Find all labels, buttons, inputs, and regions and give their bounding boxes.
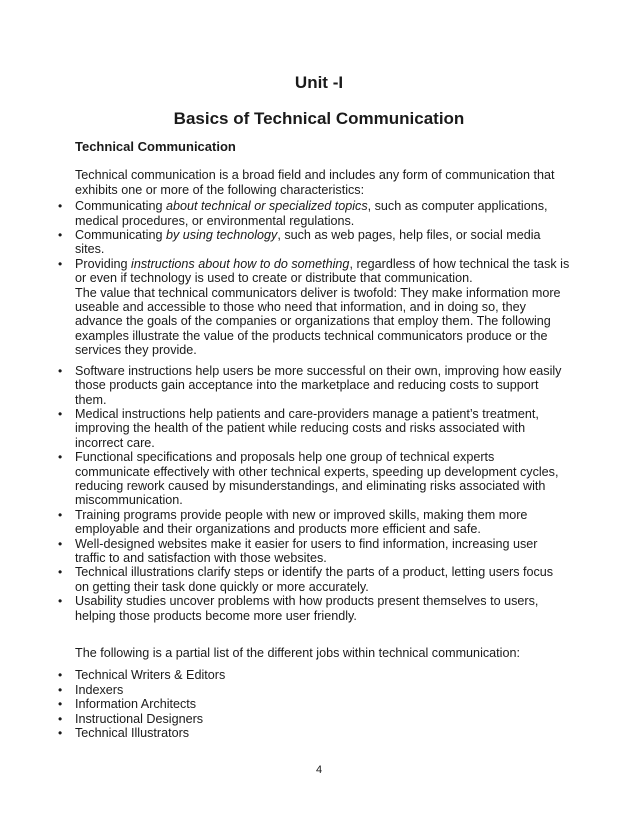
- section-heading: Technical Communication: [75, 139, 236, 154]
- list-item-text: Providing: [75, 256, 132, 271]
- page-title: Basics of Technical Communication: [173, 109, 465, 128]
- list-item: • Well-designed websites make it easier for users to find information, increasing user traffic to and satisfaction with those websites.: [75, 537, 570, 566]
- list-item: • Software instructions help users be more successful on their own, improving how easily those products gain acceptance into the marketplace and reducing costs to support them.: [75, 364, 570, 407]
- list-item: • Medical instructions help patients and care-providers manage a patient’s treatment, improving the health of the patient while reducing costs and risks associated with incorrect care.: [75, 407, 570, 450]
- list-item: • Technical illustrations clarify steps or identify the parts of a product, letting users focus on getting their task done quickly or more accurately.: [75, 565, 570, 594]
- list-item: • Instructional Designers: [75, 712, 570, 726]
- page-number: 4: [315, 764, 323, 776]
- document-body: [75, 140, 570, 740]
- jobs-intro: The following is a partial list of the different jobs within technical communication:: [75, 646, 520, 660]
- list-item: • Training programs provide people with new or improved skills, making them more employable and their organizations and products more efficient and safe.: [75, 508, 570, 537]
- jobs-list: [75, 668, 570, 740]
- list-item-text: Communicating: [75, 199, 166, 214]
- list-item: [75, 257, 570, 358]
- list-item: • Technical Writers & Editors: [75, 668, 570, 682]
- list-item-text: , regardless of how technical the task is or even if technology is used to create or distribute that communication.: [75, 256, 570, 286]
- value-paragraph: The value that technical communicators deliver is twofold: They make information more useable and accessible to those who need that information, and in doing so, they advance the goals of the companies or organizations that employ them. The following examples illustrate the value of the products technical communicators produce or the services they provide.: [75, 285, 561, 358]
- spacer: [75, 623, 570, 646]
- list-item-text: , such as web pages, help files, or social media sites.: [75, 228, 541, 257]
- intro-paragraph: Technical communication is a broad field and includes any form of communication that exhibits one or more of the following characteristics:: [75, 168, 555, 197]
- list-item-text: Communicating: [75, 228, 166, 243]
- list-item: • Information Architects: [75, 697, 570, 711]
- list-item-text: , such as computer applications, medical procedures, or environmental regulations.: [75, 199, 548, 228]
- list-item: • Usability studies uncover problems with how products present themselves to users, helping those products become more user friendly.: [75, 594, 570, 623]
- examples-list: [75, 364, 570, 623]
- list-item-emphasis: by using technology: [166, 228, 278, 243]
- unit-title: Unit -I: [294, 73, 344, 92]
- list-item: • Functional specifications and proposals help one group of technical experts communicate effectively with other technical experts, speeding up development cycles, reducing rework caused by misunderstandings, and eliminating risks associated with miscommunication.: [75, 450, 570, 508]
- list-item-emphasis: instructions about how to do something: [131, 256, 350, 271]
- list-item-emphasis: about technical or specialized topics: [166, 199, 368, 214]
- list-item: • Indexers: [75, 683, 570, 697]
- list-item: [75, 228, 570, 257]
- list-item: • Technical Illustrators: [75, 726, 570, 740]
- list-item: [75, 199, 570, 228]
- characteristics-list: [75, 199, 570, 357]
